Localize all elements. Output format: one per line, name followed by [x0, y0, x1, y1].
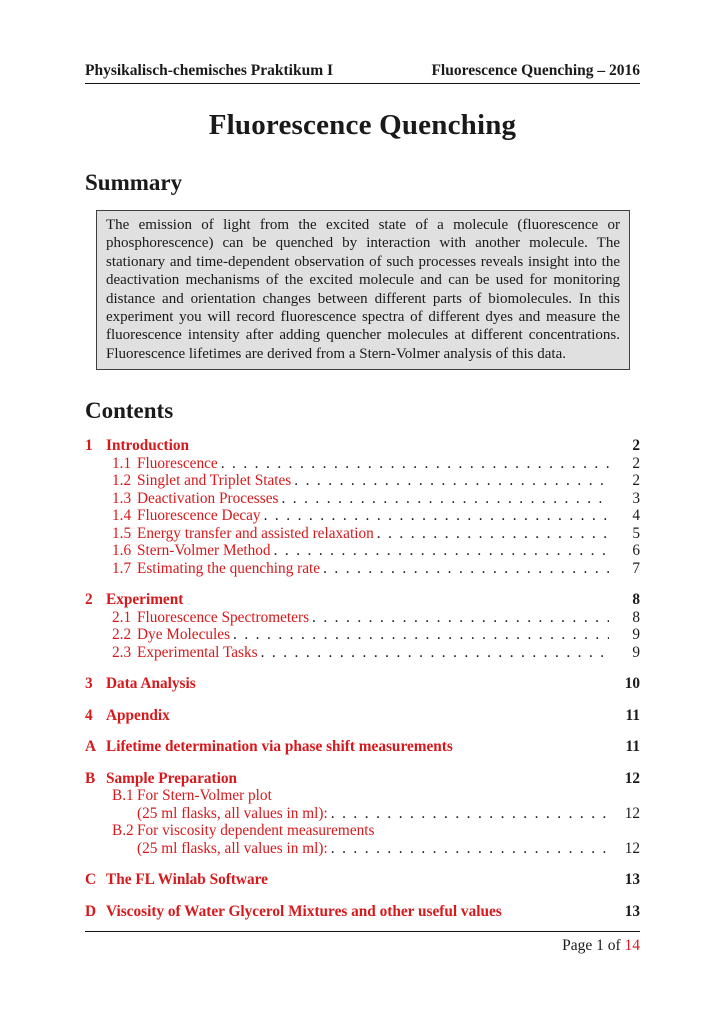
toc-label: Dye Molecules	[137, 626, 231, 644]
toc-page-number: 5	[632, 524, 640, 542]
toc-label: The FL Winlab Software	[106, 871, 268, 889]
footer-total-pages-link[interactable]: 14	[624, 937, 640, 954]
toc-entry-1-3-deactivation-processes[interactable]	[85, 490, 640, 508]
toc-page-number: 2	[632, 454, 640, 472]
toc-number: B	[85, 769, 96, 787]
toc-number: B.1	[112, 787, 134, 805]
toc-dot-leader	[377, 525, 609, 543]
header-document-title: Fluorescence Quenching – 2016	[431, 62, 640, 79]
toc-page-number: 12	[624, 769, 640, 787]
toc-number: 1	[85, 437, 93, 455]
toc-number: B.2	[112, 822, 134, 840]
toc-dot-leader	[221, 455, 609, 473]
toc-page-number: 4	[632, 507, 640, 525]
toc-dot-leader	[323, 560, 609, 578]
toc-number: 1.4	[112, 507, 132, 525]
toc-label: Appendix	[106, 706, 170, 724]
toc-label: Singlet and Triplet States	[137, 472, 292, 490]
toc-page-number: 8	[632, 608, 640, 626]
page-footer	[85, 931, 640, 955]
toc-dot-leader	[331, 840, 609, 858]
toc-entry-2-1-fluorescence-spectrometers[interactable]	[85, 609, 640, 627]
toc-label: Experimental Tasks	[137, 643, 258, 661]
toc-entry-d-viscosity-water-glycerol[interactable]	[85, 903, 640, 921]
toc-label: Viscosity of Water Glycerol Mixtures and other useful values	[106, 902, 502, 920]
toc-dot-leader	[331, 805, 609, 823]
contents-heading: Contents	[85, 398, 174, 424]
toc-dot-leader	[312, 609, 609, 627]
toc-entry-b-sample-preparation[interactable]	[85, 770, 640, 788]
toc-number: 3	[85, 675, 93, 693]
summary-text: The emission of light from the excited state of a molecule (fluorescence or phosphorescence) can be quenched by interaction with another molecule. The stationary and time-dependent observation of such processes reveals insight into the deactivation mechanisms of the excited molecule and can be used for monitoring distance and orientation changes between different parts of biomolecules. In this experiment you will record fluorescence spectra of different dyes and measure the fluorescence intensity after adding quencher molecules at different concentrations. Fluorescence lifetimes are derived from a Stern-Volmer analysis of this data.	[106, 217, 620, 362]
toc-label: Deactivation Processes	[137, 489, 279, 507]
toc-label: Energy transfer and assisted relaxation	[137, 524, 374, 542]
toc-page-number: 11	[625, 706, 640, 724]
toc-page-number: 13	[624, 902, 640, 920]
toc-page-number: 9	[632, 643, 640, 661]
toc-number: 4	[85, 706, 93, 724]
toc-label-continued: (25 ml flasks, all values in ml):	[137, 804, 328, 822]
toc-number: 1.1	[112, 454, 132, 472]
summary-abstract-box	[96, 210, 630, 370]
toc-number: 1.3	[112, 489, 132, 507]
toc-label: Estimating the quenching rate	[137, 559, 321, 577]
footer-rule	[85, 931, 640, 932]
toc-page-number: 11	[625, 738, 640, 756]
footer-page-label: Page 1 of	[562, 937, 621, 954]
toc-entry-b-2-viscosity-measurements[interactable]	[85, 822, 640, 857]
toc-dot-leader	[294, 472, 609, 490]
toc-page-number: 2	[632, 437, 640, 455]
toc-entry-a-lifetime-determination[interactable]	[85, 738, 640, 756]
toc-label-continued: (25 ml flasks, all values in ml):	[137, 839, 328, 857]
toc-page-number: 13	[624, 871, 640, 889]
header-course-title: Physikalisch-chemisches Praktikum I	[85, 62, 334, 79]
toc-number: C	[85, 871, 97, 889]
toc-entry-c-fl-winlab-software[interactable]	[85, 871, 640, 889]
toc-entry-2-2-dye-molecules[interactable]	[85, 626, 640, 644]
toc-entry-2-experiment[interactable]	[85, 591, 640, 609]
toc-number: 2.1	[112, 608, 132, 626]
running-header	[85, 62, 640, 79]
toc-label: Experiment	[106, 591, 184, 609]
toc-number: 1.7	[112, 559, 132, 577]
toc-page-number: 3	[632, 489, 640, 507]
toc-number: 2.3	[112, 643, 132, 661]
toc-entry-1-introduction[interactable]	[85, 437, 640, 455]
toc-number: 1.6	[112, 542, 132, 560]
toc-page-number: 6	[632, 542, 640, 560]
toc-page-number: 12	[624, 839, 640, 857]
toc-entry-1-7-estimating-quenching-rate[interactable]	[85, 560, 640, 578]
toc-label: Introduction	[106, 437, 190, 455]
table-of-contents	[85, 437, 640, 920]
toc-page-number: 12	[624, 804, 640, 822]
toc-label: Fluorescence	[137, 454, 218, 472]
toc-entry-1-2-singlet-triplet-states[interactable]	[85, 472, 640, 490]
toc-page-number: 7	[632, 559, 640, 577]
toc-dot-leader	[281, 490, 609, 508]
toc-entry-2-3-experimental-tasks[interactable]	[85, 644, 640, 662]
toc-dot-leader	[261, 644, 609, 662]
header-rule	[85, 83, 640, 84]
toc-page-number: 8	[632, 591, 640, 609]
toc-entry-1-4-fluorescence-decay[interactable]	[85, 507, 640, 525]
summary-heading: Summary	[85, 170, 183, 195]
toc-label: Stern-Volmer Method	[137, 542, 271, 560]
toc-entry-1-5-energy-transfer[interactable]	[85, 525, 640, 543]
toc-number: A	[85, 738, 97, 756]
footer-page-indicator	[85, 937, 640, 955]
toc-label: Lifetime determination via phase shift measurements	[106, 738, 453, 756]
toc-label: Sample Preparation	[106, 769, 238, 787]
toc-entry-3-data-analysis[interactable]	[85, 675, 640, 693]
toc-label: For Stern-Volmer plot	[137, 787, 272, 805]
toc-dot-leader	[264, 507, 609, 525]
toc-number: 1.2	[112, 472, 132, 490]
toc-page-number: 9	[632, 626, 640, 644]
toc-number: D	[85, 902, 97, 920]
toc-entry-1-6-stern-volmer-method[interactable]	[85, 542, 640, 560]
toc-label: For viscosity dependent measurements	[137, 822, 375, 840]
toc-number: 2.2	[112, 626, 132, 644]
toc-page-number: 2	[632, 472, 640, 490]
toc-label: Fluorescence Spectrometers	[137, 608, 310, 626]
page-title: Fluorescence Quenching	[208, 109, 517, 141]
toc-entry-4-appendix[interactable]	[85, 707, 640, 725]
toc-dot-leader	[233, 626, 609, 644]
toc-label: Data Analysis	[106, 675, 196, 693]
toc-number: 1.5	[112, 524, 132, 542]
toc-label: Fluorescence Decay	[137, 507, 261, 525]
toc-dot-leader	[274, 542, 609, 560]
toc-entry-b-1-stern-volmer-plot[interactable]	[85, 787, 640, 822]
toc-entry-1-1-fluorescence[interactable]	[85, 455, 640, 473]
toc-page-number: 10	[624, 675, 640, 693]
toc-number: 2	[85, 591, 93, 609]
